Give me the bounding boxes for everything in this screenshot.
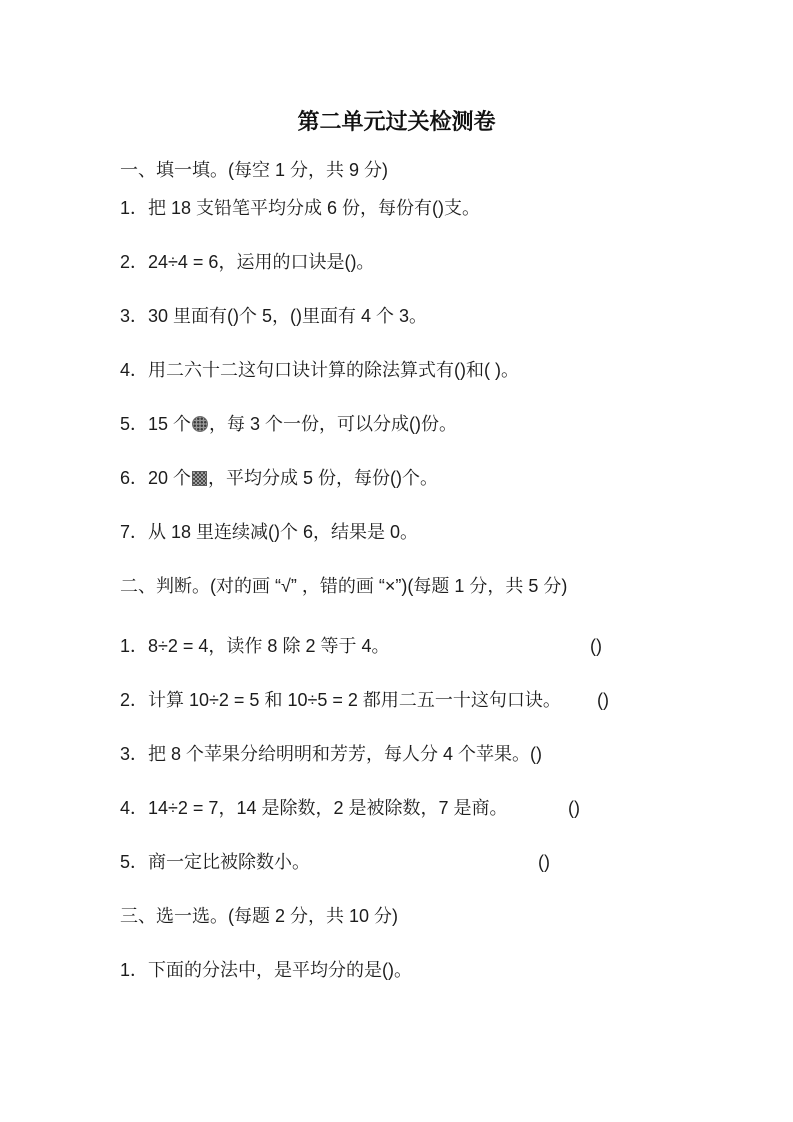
fill-question-1: 1．把 18 支铅笔平均分成 6 份，每份有()支。 [120, 198, 481, 218]
fill-question-6 [120, 466, 673, 490]
fill-question-5 [120, 412, 673, 436]
judge-question-5-text: 5．商一定比被除数小。 [120, 852, 311, 872]
fill-question-4: 4．用二六十二这句口诀计算的除法算式有()和( )。 [120, 360, 519, 380]
judge-question-4-text: 4．14÷2 = 7，14 是除数，2 是被除数，7 是商。 [120, 798, 508, 818]
page-title: 第二单元过关检测卷 [297, 109, 496, 134]
section-choose-heading: 三、选一选。(每题 2 分，共 10 分) [120, 906, 399, 926]
answer-bracket: () [597, 690, 609, 710]
answer-bracket: () [590, 636, 602, 656]
halftone-circle-icon [192, 416, 208, 432]
fill-question-5-text-after: ，每 3 个一份，可以分成()份。 [209, 414, 458, 434]
judge-question-5 [120, 850, 673, 874]
fill-question-6-text-after: ，平均分成 5 份，每份()个。 [208, 468, 439, 488]
choose-question-1: 1．下面的分法中，是平均分的是()。 [120, 960, 412, 980]
halftone-square-icon [192, 471, 207, 486]
judge-question-4 [120, 796, 673, 820]
judge-question-1 [120, 634, 673, 658]
fill-question-2: 2．24÷4 = 6，运用的口诀是()。 [120, 252, 375, 272]
section-judge-heading: 二、判断。(对的画 “√” ，错的画 “×”)(每题 1 分，共 5 分) [120, 576, 568, 596]
fill-question-3: 3．30 里面有()个 5，()里面有 4 个 3。 [120, 306, 428, 326]
judge-question-1-text: 1．8÷2 = 4，读作 8 除 2 等于 4。 [120, 636, 390, 656]
judge-question-3-text: 3．把 8 个苹果分给明明和芳芳，每人分 4 个苹果。() [120, 744, 543, 764]
judge-question-2 [120, 688, 673, 712]
answer-bracket: () [538, 852, 550, 872]
judge-question-2-text: 2．计算 10÷2 = 5 和 10÷5 = 2 都用二五一十这句口诀。 [120, 690, 561, 710]
judge-question-3 [120, 742, 673, 766]
fill-question-7: 7．从 18 里连续减()个 6，结果是 0。 [120, 522, 419, 542]
section-fill-heading: 一、填一填。(每空 1 分，共 9 分) [120, 160, 389, 180]
fill-question-5-text-before: 5．15 个 [120, 414, 192, 434]
answer-bracket: () [568, 798, 580, 818]
fill-question-6-text-before: 6．20 个 [120, 468, 192, 488]
